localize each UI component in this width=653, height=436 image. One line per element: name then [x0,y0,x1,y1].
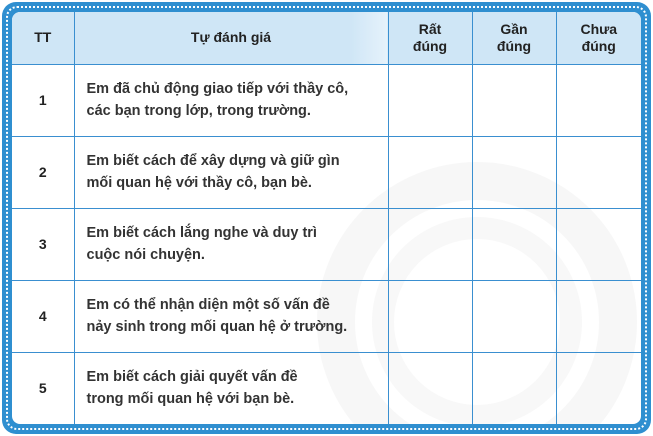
table-panel [12,12,641,424]
row-statement-text: Em đã chủ động giao tiếp với thầy cô, các bạn trong lớp, trong trường. [86,81,349,119]
header-not-true [556,12,641,64]
header-very-true-label: Rất đúng [412,20,448,54]
row-index: 5 [12,352,74,424]
answer-cell-nearly-true[interactable] [472,136,556,208]
answer-cell-very-true[interactable] [388,352,472,424]
row-index: 2 [12,136,74,208]
answer-cell-not-true[interactable] [556,352,641,424]
table-frame [2,2,651,434]
answer-cell-very-true[interactable] [388,136,472,208]
row-statement [74,280,388,352]
row-statement [74,64,388,136]
header-nearly-true [472,12,556,64]
answer-cell-very-true[interactable] [388,64,472,136]
row-statement [74,136,388,208]
row-statement-text: Em biết cách giải quyết vấn đề trong mối quan hệ với bạn bè. [86,369,298,408]
row-index: 4 [12,280,74,352]
row-index: 1 [12,64,74,136]
table-row [12,280,641,352]
answer-cell-nearly-true[interactable] [472,352,556,424]
row-index: 3 [12,208,74,280]
answer-cell-very-true[interactable] [388,280,472,352]
header-very-true [388,12,472,64]
row-statement [74,208,388,280]
table-row [12,136,641,208]
header-nearly-true-label: Gần đúng [496,20,532,54]
row-statement-text: Em có thể nhận diện một số vấn đề nảy sinh trong mối quan hệ ở trường. [86,297,348,335]
answer-cell-very-true[interactable] [388,208,472,280]
header-index: TT [12,12,74,64]
header-not-true-label: Chưa đúng [580,20,618,54]
answer-cell-nearly-true[interactable] [472,280,556,352]
answer-cell-not-true[interactable] [556,208,641,280]
table-row [12,64,641,136]
answer-cell-not-true[interactable] [556,280,641,352]
header-row [12,12,641,64]
row-statement [74,352,388,424]
answer-cell-nearly-true[interactable] [472,208,556,280]
row-statement-text: Em biết cách lắng nghe và duy trì cuộc nói chuyện. [86,225,317,263]
self-assessment-table [12,12,641,424]
answer-cell-not-true[interactable] [556,64,641,136]
answer-cell-nearly-true[interactable] [472,64,556,136]
table-row [12,352,641,424]
row-statement-text: Em biết cách để xây dựng và giữ gìn mối quan hệ với thầy cô, bạn bè. [86,153,340,191]
header-criteria: Tự đánh giá [74,12,388,64]
answer-cell-not-true[interactable] [556,136,641,208]
table-row [12,208,641,280]
